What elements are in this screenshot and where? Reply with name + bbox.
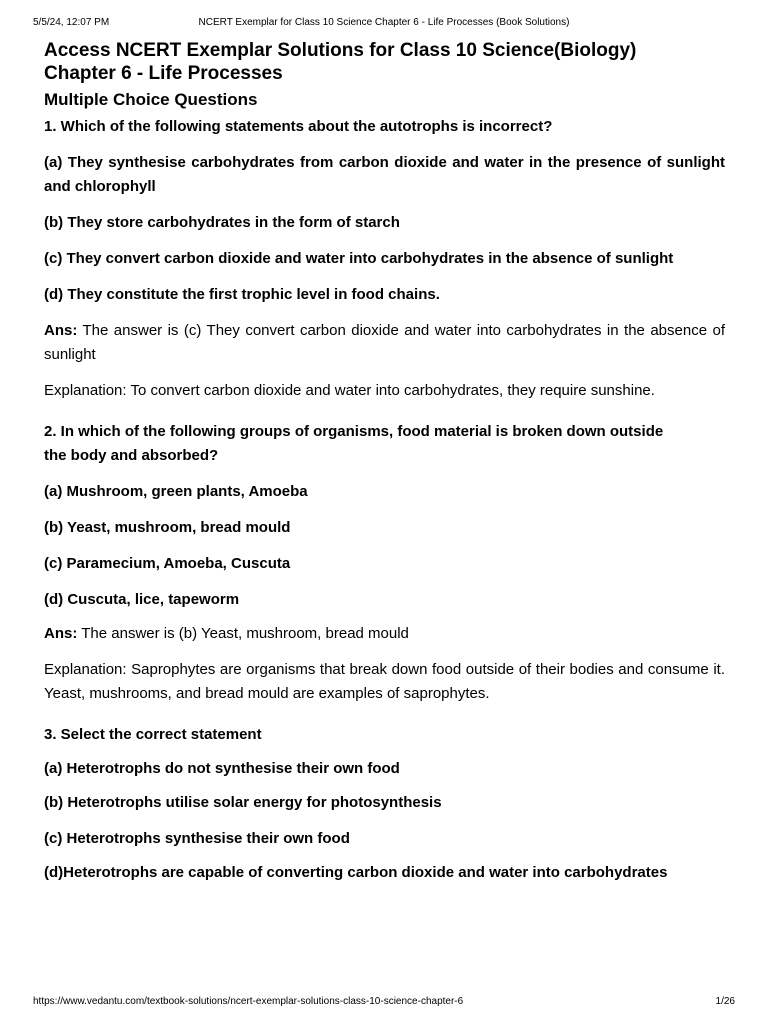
page-title-line-1: Access NCERT Exemplar Solutions for Class 10 Science(Biology) — [44, 40, 637, 61]
question-1-answer — [44, 319, 725, 367]
print-footer — [33, 995, 735, 1009]
question-2-option-d: (d) Cuscuta, lice, tapeworm — [44, 591, 240, 608]
question-2-option-b: (b) Yeast, mushroom, bread mould — [44, 519, 291, 536]
question-2-explanation: Explanation: Saprophytes are organisms that break down food outside of their bodies and consume it. Yeast, mushrooms, and bread mould are examples of saprophytes. — [44, 661, 725, 702]
question-2-line-2: the body and absorbed? — [44, 447, 219, 464]
question-2-option-a: (a) Mushroom, green plants, Amoeba — [44, 483, 308, 500]
answer-text: The answer is (c) They convert carbon dioxide and water into carbohydrates in the absence of sunlight — [44, 322, 725, 363]
page-number: 1/26 — [715, 996, 735, 1007]
document-content — [44, 39, 725, 885]
question-3: 3. Select the correct statement — [44, 726, 262, 743]
question-3-option-d: (d)Heterotrophs are capable of converting carbon dioxide and water into carbohydrates — [44, 864, 668, 881]
question-2-line-1: 2. In which of the following groups of organisms, food material is broken down outside — [44, 423, 664, 440]
question-2-answer — [44, 622, 725, 646]
answer-label: Ans: — [44, 625, 78, 642]
print-document-title: NCERT Exemplar for Class 10 Science Chapter 6 - Life Processes (Book Solutions) — [198, 17, 570, 28]
question-1-option-c: (c) They convert carbon dioxide and water into carbohydrates in the absence of sunlight — [44, 250, 674, 267]
print-header — [33, 16, 735, 30]
answer-label: Ans: — [44, 322, 78, 339]
question-2-option-c: (c) Paramecium, Amoeba, Cuscuta — [44, 555, 291, 572]
question-3-option-c: (c) Heterotrophs synthesise their own food — [44, 830, 350, 847]
page-url: https://www.vedantu.com/textbook-solutions/ncert-exemplar-solutions-class-10-science-chapter-6 — [33, 996, 464, 1007]
page-title — [44, 39, 725, 85]
section-heading: Multiple Choice Questions — [44, 90, 258, 109]
question-2 — [44, 420, 725, 468]
question-1: 1. Which of the following statements about the autotrophs is incorrect? — [44, 118, 553, 135]
question-3-option-b: (b) Heterotrophs utilise solar energy for photosynthesis — [44, 794, 442, 811]
question-1-option-d: (d) They constitute the first trophic level in food chains. — [44, 286, 440, 303]
answer-text: The answer is (b) Yeast, mushroom, bread mould — [77, 625, 409, 642]
page-title-line-2: Chapter 6 - Life Processes — [44, 63, 283, 84]
question-1-option-b: (b) They store carbohydrates in the form of starch — [44, 214, 400, 231]
print-date: 5/5/24, 12:07 PM — [33, 17, 110, 28]
question-1-explanation: Explanation: To convert carbon dioxide and water into carbohydrates, they require sunshine. — [44, 382, 655, 399]
question-1-option-a: (a) They synthesise carbohydrates from carbon dioxide and water in the presence of sunlight and chlorophyll — [44, 154, 725, 195]
question-3-option-a: (a) Heterotrophs do not synthesise their own food — [44, 760, 400, 777]
